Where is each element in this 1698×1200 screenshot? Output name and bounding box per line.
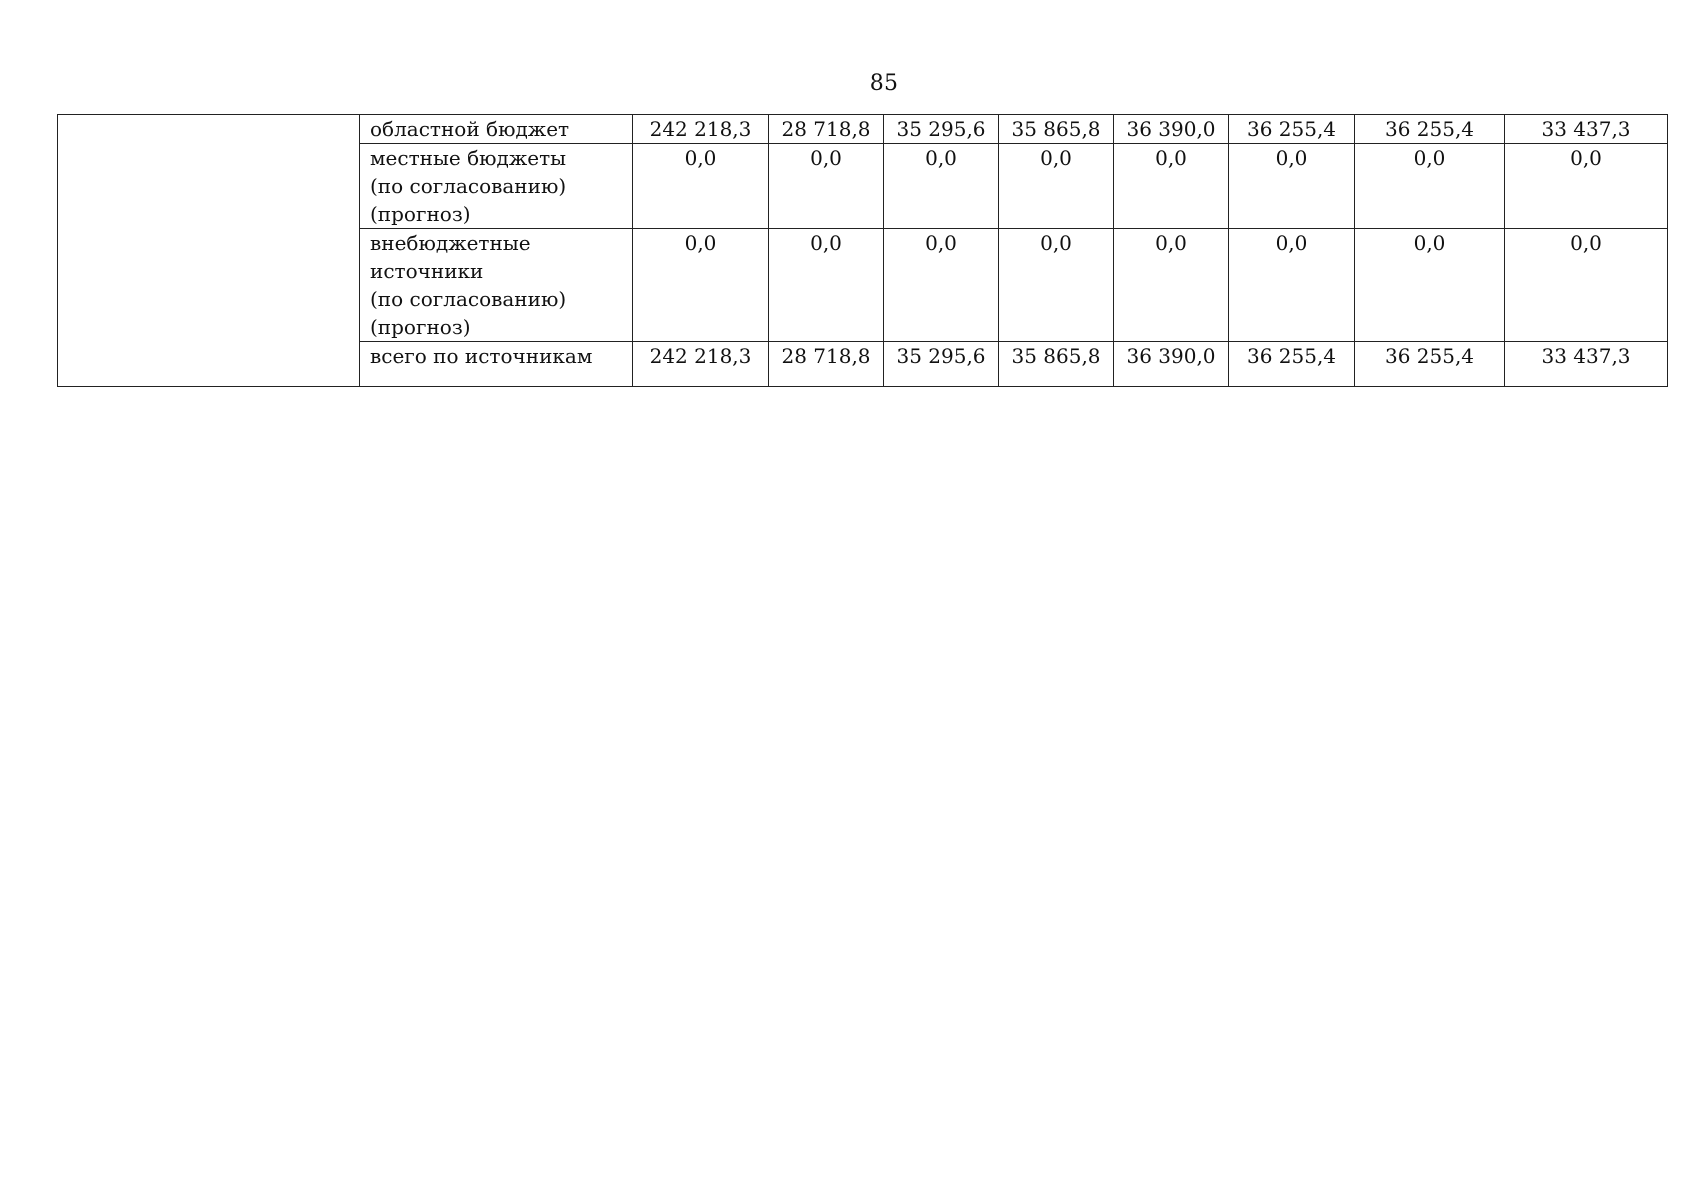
value-cell: 33 437,3 <box>1505 115 1668 144</box>
table-row <box>58 115 1668 144</box>
source-label: областной бюджет <box>370 117 570 141</box>
source-label-cell <box>360 342 633 387</box>
source-label-cell <box>360 115 633 144</box>
value-cell: 0,0 <box>769 229 884 342</box>
source-label: источники <box>370 259 484 283</box>
value-cell: 0,0 <box>999 229 1114 342</box>
value-cell: 35 295,6 <box>884 115 999 144</box>
merged-empty-cell <box>58 115 360 387</box>
value-cell: 0,0 <box>1355 229 1505 342</box>
value-cell: 0,0 <box>884 229 999 342</box>
value-cell: 35 865,8 <box>999 115 1114 144</box>
value-cell: 0,0 <box>1505 229 1668 342</box>
value-cell: 242 218,3 <box>633 115 769 144</box>
value-cell: 35 865,8 <box>999 342 1114 387</box>
value-cell: 242 218,3 <box>633 342 769 387</box>
value-cell: 35 295,6 <box>884 342 999 387</box>
value-cell: 0,0 <box>1229 144 1355 229</box>
value-cell: 36 255,4 <box>1229 115 1355 144</box>
value-cell: 36 255,4 <box>1355 115 1505 144</box>
value-cell: 36 255,4 <box>1355 342 1505 387</box>
source-label: внебюджетные <box>370 231 531 255</box>
value-cell: 0,0 <box>633 144 769 229</box>
source-label: (по согласованию) <box>370 287 567 311</box>
source-label: всего по источникам <box>370 344 593 368</box>
value-cell: 36 390,0 <box>1114 342 1229 387</box>
value-cell: 28 718,8 <box>769 115 884 144</box>
value-cell: 0,0 <box>633 229 769 342</box>
source-label-cell <box>360 144 633 229</box>
budget-table <box>57 114 1668 387</box>
source-label: (прогноз) <box>370 315 471 339</box>
value-cell: 0,0 <box>1355 144 1505 229</box>
value-cell: 28 718,8 <box>769 342 884 387</box>
value-cell: 36 390,0 <box>1114 115 1229 144</box>
source-label: местные бюджеты <box>370 146 567 170</box>
source-label: (по согласованию) <box>370 174 567 198</box>
value-cell: 0,0 <box>1229 229 1355 342</box>
value-cell: 0,0 <box>1114 229 1229 342</box>
value-cell: 0,0 <box>1114 144 1229 229</box>
value-cell: 0,0 <box>769 144 884 229</box>
page-number: 85 <box>869 71 899 96</box>
value-cell: 36 255,4 <box>1229 342 1355 387</box>
value-cell: 0,0 <box>884 144 999 229</box>
value-cell: 33 437,3 <box>1505 342 1668 387</box>
source-label: (прогноз) <box>370 202 471 226</box>
value-cell: 0,0 <box>999 144 1114 229</box>
value-cell: 0,0 <box>1505 144 1668 229</box>
source-label-cell <box>360 229 633 342</box>
